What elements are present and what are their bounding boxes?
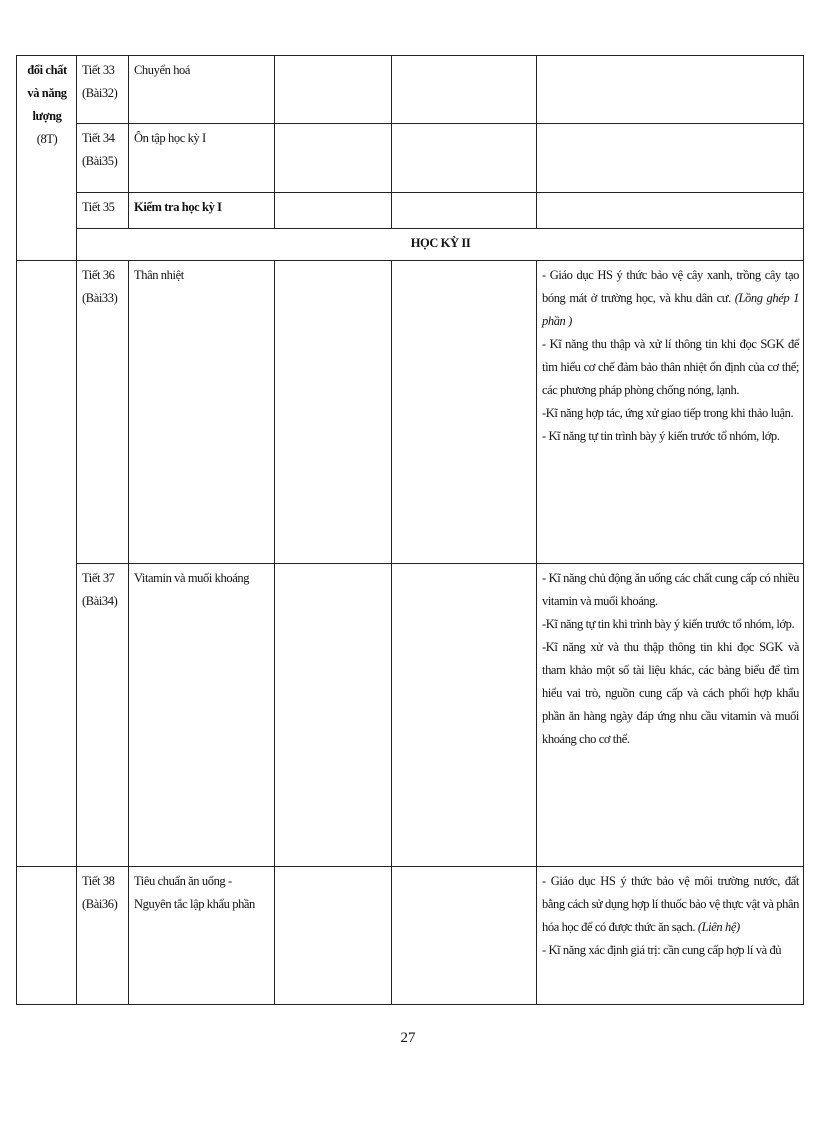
period-cell (77, 124, 129, 193)
empty-cell (392, 124, 537, 193)
title-cell: Kiểm tra học kỳ I (129, 193, 275, 229)
empty-cell (392, 867, 537, 1005)
title-cell: Vitamin và muối khoáng (129, 564, 275, 867)
title-cell: Tiêu chuẩn ăn uống - Nguyên tắc lập khẩu phần (129, 867, 275, 1005)
table-row (17, 56, 804, 124)
note-text: - Giáo dục HS ý thức bảo vệ môi trường nước, đất bằng cách sử dụng hợp lí thuốc bảo vệ thực vật và phân hóa học để có được thức ăn sạch. (542, 874, 799, 934)
chapter-cell-empty (17, 261, 77, 867)
chapter-title-line: lượng (32, 109, 62, 123)
notes-cell (537, 56, 804, 124)
notes-cell (537, 124, 804, 193)
period-cell (77, 867, 129, 1005)
empty-cell (275, 56, 392, 124)
empty-cell (275, 564, 392, 867)
period-label: Tiết 33 (82, 63, 115, 77)
chapter-title-line: đổi chất (27, 63, 67, 77)
semester-row (17, 229, 804, 261)
empty-cell (392, 261, 537, 564)
lesson-label: (Bài34) (82, 594, 118, 608)
table-row (17, 564, 804, 867)
note-italic: (Lồng ghép 1 phần ) (542, 291, 799, 328)
table-row (17, 193, 804, 229)
semester-heading: HỌC KỲ II (77, 229, 804, 261)
chapter-duration: (8T) (36, 132, 58, 146)
period-label: Tiết 36 (82, 268, 115, 282)
note-item: -Kĩ năng hợp tác, ứng xử giao tiếp trong khi thảo luận. (542, 406, 794, 420)
lesson-label: (Bài35) (82, 154, 118, 168)
page-number: 27 (400, 1030, 416, 1046)
note-italic: (Liên hệ) (697, 920, 740, 934)
chapter-cell (17, 56, 77, 261)
note-item: -Kĩ năng tự tin khi trình bày ý kiến trước tổ nhóm, lớp. (542, 617, 795, 631)
table-row (17, 261, 804, 564)
period-label: Tiết 37 (82, 571, 115, 585)
notes-cell (537, 564, 804, 867)
note-item (542, 264, 799, 333)
period-label: Tiết 38 (82, 874, 115, 888)
lesson-label: (Bài33) (82, 291, 118, 305)
period-cell (77, 261, 129, 564)
note-item: - Kĩ năng thu thập và xử lí thông tin khi đọc SGK để tìm hiểu cơ chế đảm bảo thân nhiệt ổn định của cơ thể; các phương pháp phòng chống nóng, lạnh. (542, 337, 799, 397)
chapter-title-line: và năng (27, 86, 67, 100)
notes-cell (537, 193, 804, 229)
chapter-cell-empty (17, 867, 77, 1005)
lesson-label: (Bài36) (82, 897, 118, 911)
period-cell (77, 564, 129, 867)
lesson-label: (Bài32) (82, 86, 118, 100)
empty-cell (275, 193, 392, 229)
notes-cell (537, 867, 804, 1005)
note-item: - Kĩ năng xác định giá trị: cần cung cấp hợp lí và đủ (542, 943, 782, 957)
table-row (17, 867, 804, 1005)
note-item: - Kĩ năng chủ động ăn uống các chất cung cấp có nhiều vitamin và muối khoáng. (542, 571, 799, 608)
period-label: Tiết 34 (82, 131, 115, 145)
empty-cell (392, 564, 537, 867)
empty-cell (275, 124, 392, 193)
period-label: Tiết 35 (82, 200, 115, 214)
table-row (17, 124, 804, 193)
note-item: -Kĩ năng xử và thu thập thông tin khi đọc SGK và tham khảo một số tài liệu khác, các bảng biểu để tìm hiểu vai trò, nguồn cung cấp và cách phối hợp khẩu phần ăn hàng ngày đáp ứng nhu cầu vitamin và muối khoáng cho cơ thể. (542, 640, 799, 746)
period-cell (77, 56, 129, 124)
note-item (542, 870, 799, 939)
empty-cell (275, 867, 392, 1005)
empty-cell (392, 193, 537, 229)
lesson-plan-table (16, 55, 804, 1005)
title-cell: Chuyển hoá (129, 56, 275, 124)
title-cell: Ôn tập học kỳ I (129, 124, 275, 193)
note-text: - Giáo dục HS ý thức bảo vệ cây xanh, trồng cây tạo bóng mát ở trường học, và khu dân cư. (542, 268, 799, 305)
empty-cell (392, 56, 537, 124)
notes-cell (537, 261, 804, 564)
period-cell (77, 193, 129, 229)
empty-cell (275, 261, 392, 564)
title-cell: Thân nhiệt (129, 261, 275, 564)
note-item: - Kĩ năng tự tin trình bày ý kiến trước tổ nhóm, lớp. (542, 429, 780, 443)
